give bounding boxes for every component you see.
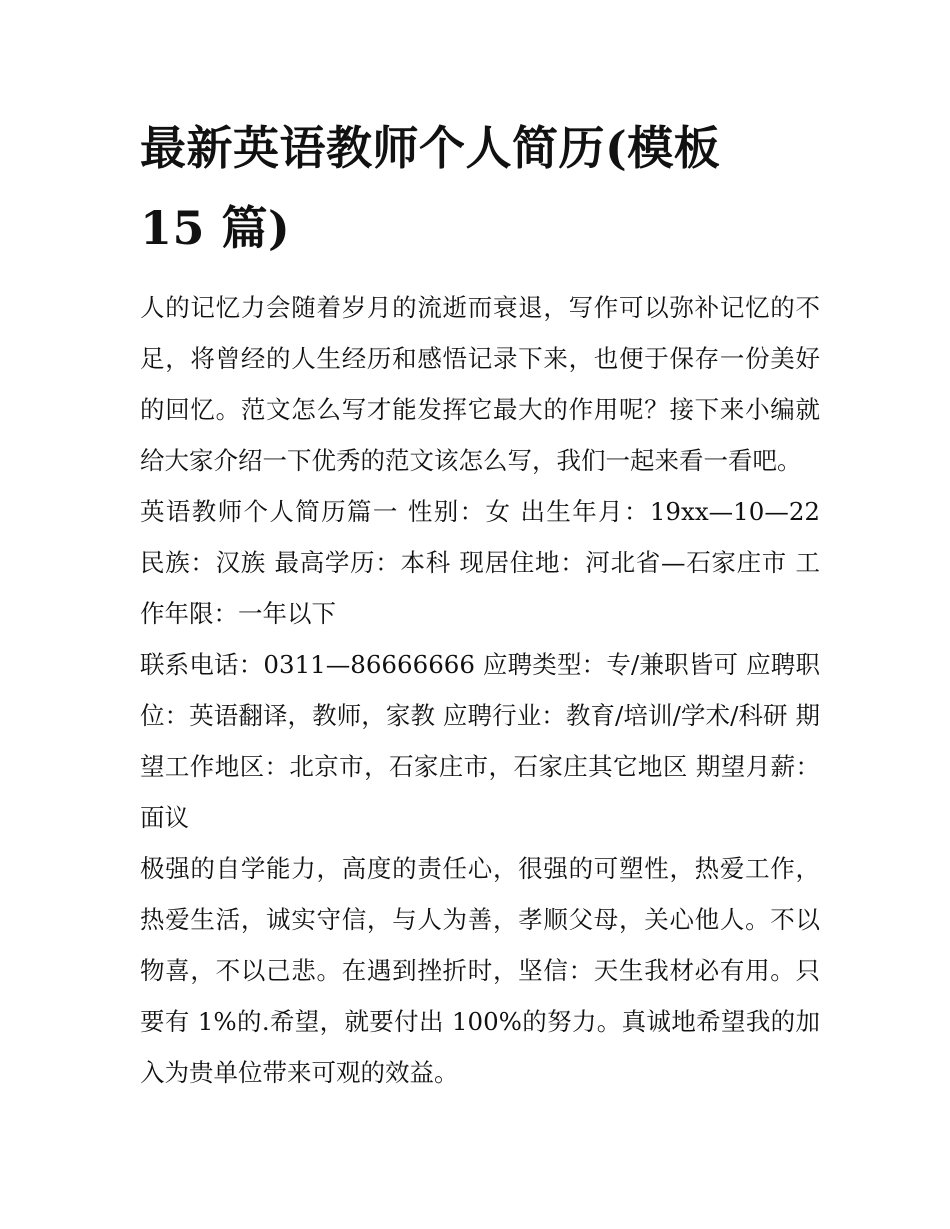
self-evaluation-paragraph: 极强的自学能力，高度的责任心，很强的可塑性，热爱工作，热爱生活，诚实守信，与人为善，孝顺父母，关心他人。不以物喜，不以己悲。在遇到挫折时，坚信：天生我材必有用。只要有 1%的.希望，就要付出 100%的努力。真诚地希望我的加入为贵单位带来可观的效益。 <box>140 854 820 1087</box>
intro-paragraph: 人的记忆力会随着岁月的流逝而衰退，写作可以弥补记忆的不足，将曾经的人生经历和感悟记录下来，也便于保存一份美好的回忆。范文怎么写才能发挥它最大的作用呢？接下来小编就给大家介绍一下优秀的范文该怎么写，我们一起来看一看吧。 <box>140 293 820 475</box>
document-title: 最新英语教师个人简历(模板 15 篇) <box>140 121 721 255</box>
document-content <box>140 108 820 1098</box>
personal-info-paragraph: 英语教师个人简历篇一 性别：女 出生年月：19xx—10—22 民族：汉族 最高学历：本科 现居住地：河北省—石家庄市 工作年限：一年以下 <box>140 497 820 628</box>
job-intention-paragraph: 联系电话：0311—86666666 应聘类型：专/兼职皆可 应聘职位：英语翻译，教师，家教 应聘行业：教育/培训/学术/科研 期望工作地区：北京市，石家庄市，石家庄其它地区 期望月薪：面议 <box>140 650 820 832</box>
